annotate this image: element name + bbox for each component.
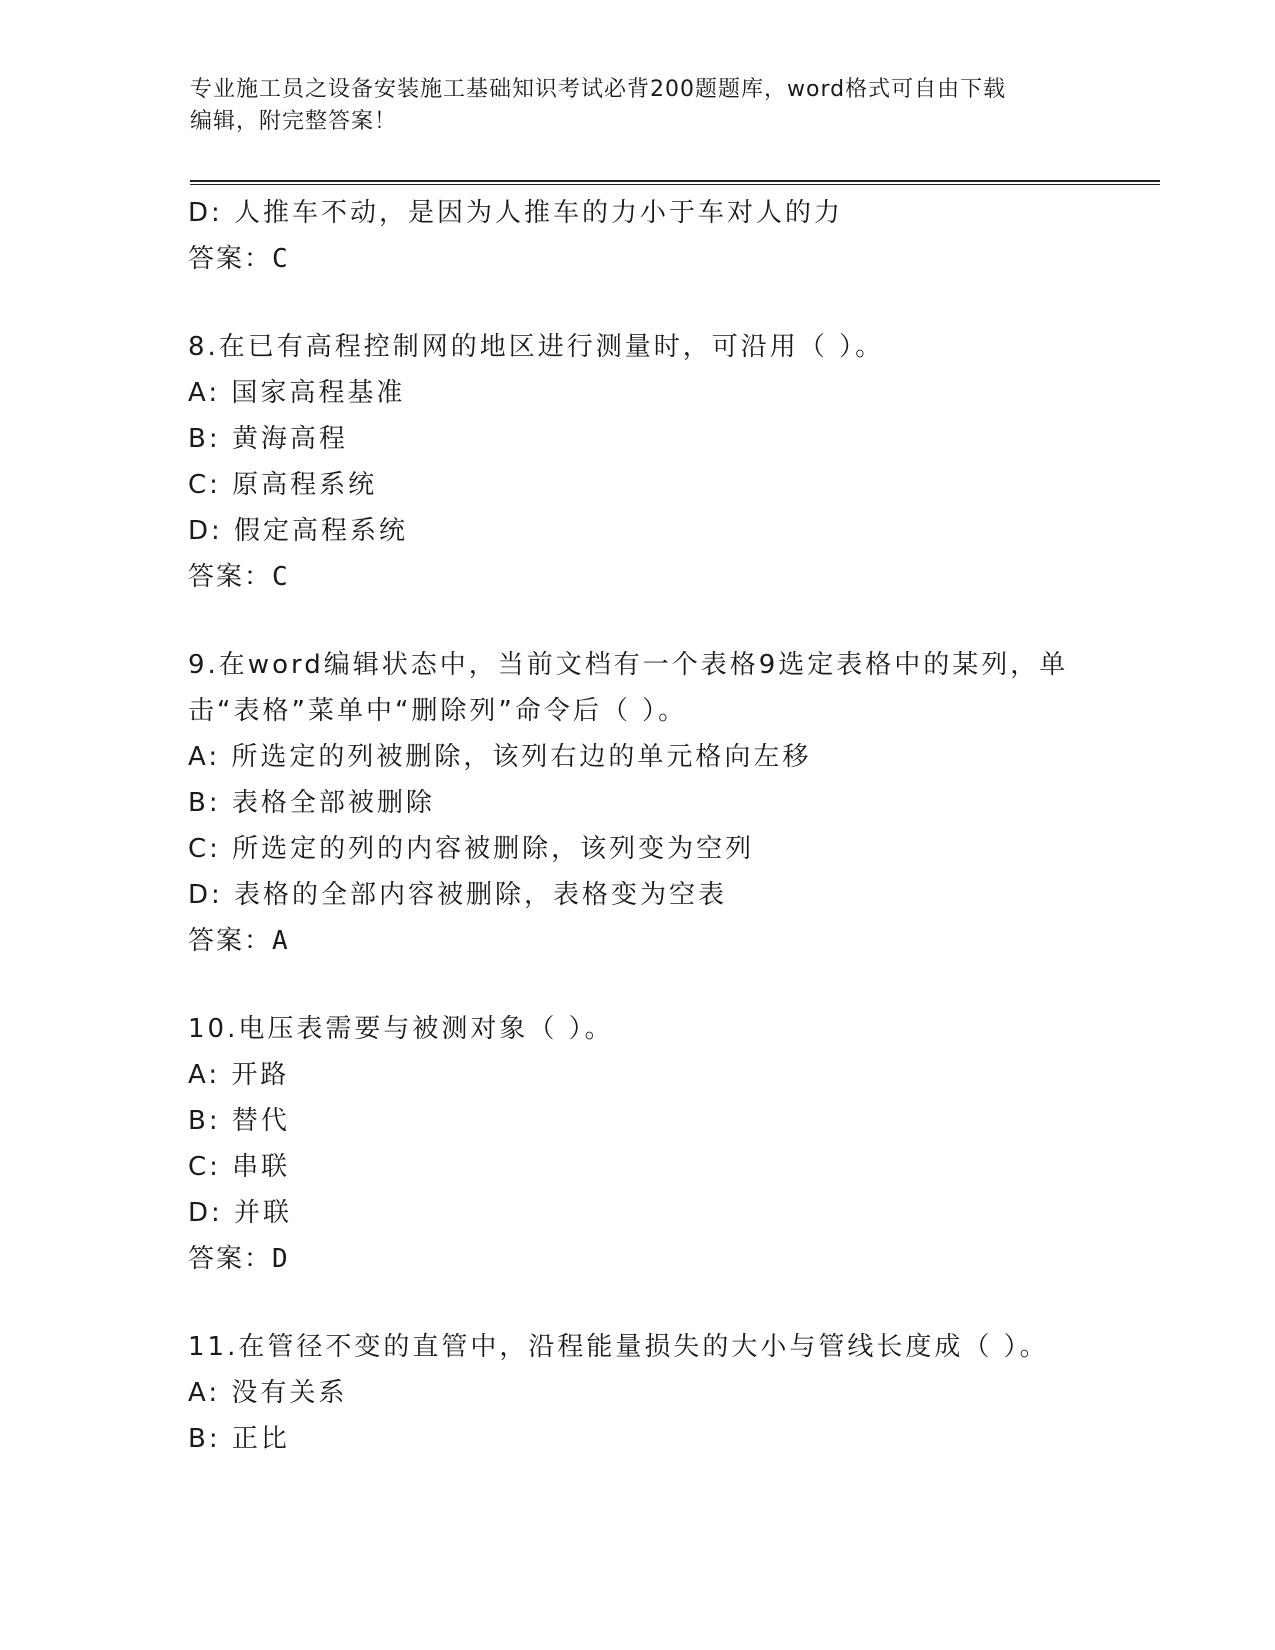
option-c: C: 原高程系统 bbox=[188, 470, 378, 500]
prev-option-d: D: 人推车不动，是因为人推车的力小于车对人的力 bbox=[188, 198, 844, 228]
question-stem: 10.电压表需要与被测对象（ ）。 bbox=[188, 1014, 614, 1044]
option-d: D: 假定高程系统 bbox=[188, 516, 409, 546]
answer-label: 答案： bbox=[188, 1244, 273, 1274]
answer bbox=[188, 1236, 1088, 1282]
answer-label: 答案： bbox=[188, 926, 273, 956]
option-a: A: 开路 bbox=[188, 1060, 290, 1090]
question-stem-line1: 9.在word编辑状态中，当前文档有一个表格9选定表格中的某列，单 bbox=[188, 650, 1069, 680]
question-stem-line2: 击“表格”菜单中“删除列”命令后（ ）。 bbox=[188, 696, 688, 726]
option-a: A: 所选定的列被删除，该列右边的单元格向左移 bbox=[188, 742, 812, 772]
header-title-line2: 编辑，附完整答案！ bbox=[190, 109, 398, 134]
answer-label: 答案： bbox=[188, 244, 273, 274]
option-a: A: 国家高程基准 bbox=[188, 378, 406, 408]
question-11 bbox=[188, 1324, 1088, 1462]
header-divider-thick bbox=[190, 180, 1160, 182]
answer-value: A bbox=[272, 926, 289, 956]
question-8 bbox=[188, 324, 1088, 600]
option-b: B: 替代 bbox=[188, 1106, 290, 1136]
option-b: B: 黄海高程 bbox=[188, 424, 348, 454]
question-9 bbox=[188, 642, 1088, 964]
answer-value: C bbox=[272, 244, 289, 274]
answer-label: 答案： bbox=[188, 562, 273, 592]
question-content bbox=[188, 190, 1088, 1462]
option-d: D: 并联 bbox=[188, 1198, 293, 1228]
option-a: A: 没有关系 bbox=[188, 1378, 348, 1408]
answer-value: D bbox=[272, 1244, 289, 1274]
question-10 bbox=[188, 1006, 1088, 1282]
answer-value: C bbox=[272, 562, 289, 592]
question-stem: 11.在管径不变的直管中，沿程能量损失的大小与管线长度成（ ）。 bbox=[188, 1332, 1049, 1362]
header-title-line1: 专业施工员之设备安装施工基础知识考试必背200题题库，word格式可自由下载 bbox=[190, 77, 1007, 102]
document-header bbox=[190, 74, 1090, 138]
question-stem: 8.在已有高程控制网的地区进行测量时，可沿用（ ）。 bbox=[188, 332, 885, 362]
option-c: C: 串联 bbox=[188, 1152, 291, 1182]
option-b: B: 表格全部被删除 bbox=[188, 788, 435, 818]
option-b: B: 正比 bbox=[188, 1424, 290, 1454]
answer bbox=[188, 554, 1088, 600]
option-d: D: 表格的全部内容被删除，表格变为空表 bbox=[188, 880, 728, 910]
header-divider-thin bbox=[190, 184, 1160, 185]
option-c: C: 所选定的列的内容被删除，该列变为空列 bbox=[188, 834, 755, 864]
prev-answer bbox=[188, 236, 1088, 282]
answer bbox=[188, 918, 1088, 964]
